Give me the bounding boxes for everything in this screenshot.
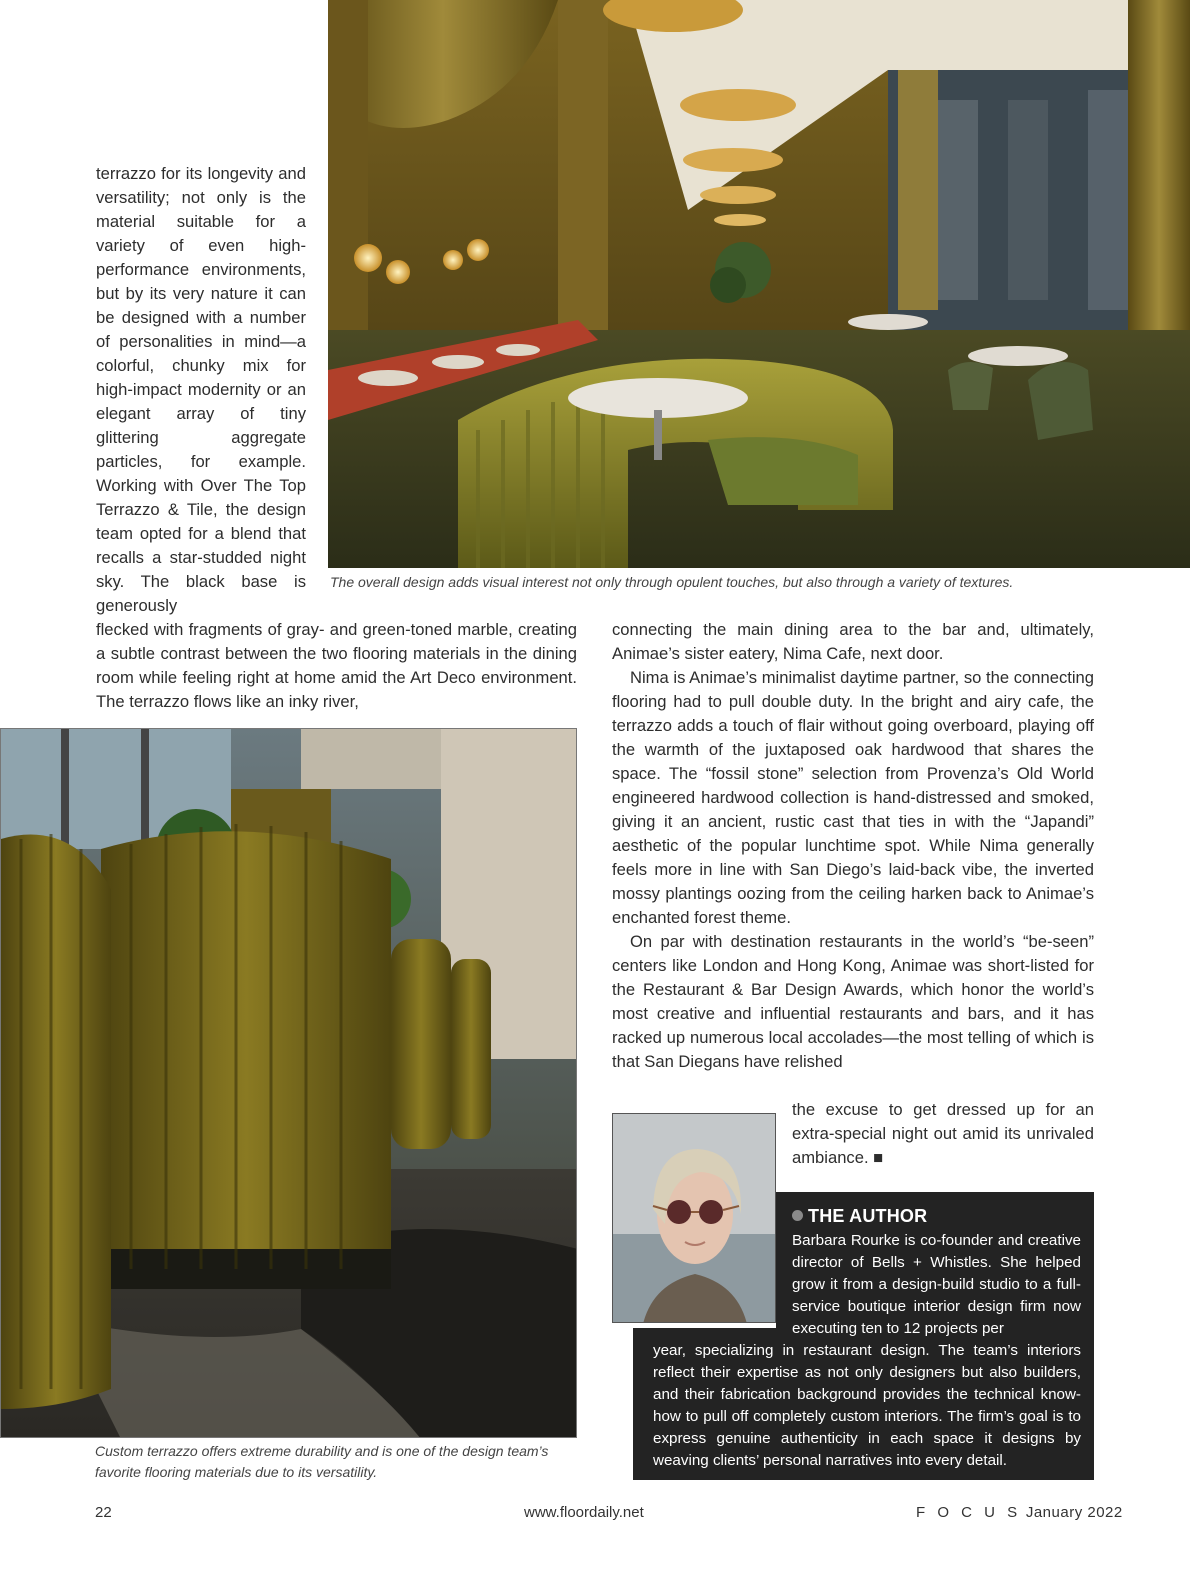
article-column-wide	[96, 618, 577, 714]
article-paragraph: connecting the main dining area to the bar and, ultimately, Animae’s sister eatery, Nima Cafe, next door.	[612, 620, 1094, 663]
website-url: www.floordaily.net	[524, 1504, 644, 1521]
page-number: 22	[95, 1504, 112, 1521]
article-paragraph: flecked with fragments of gray- and green-toned marble, creating a subtle contrast between the two flooring materials in the dining room while feeling right at home amid the Art Deco environment. The terrazzo flows like an inky river,	[96, 620, 577, 711]
article-paragraph: the excuse to get dressed up for an extra-special night out amid its unrivaled ambiance. ■	[792, 1100, 1094, 1167]
author-heading	[792, 1206, 927, 1227]
bottom-photo-caption: Custom terrazzo offers extreme durability and is one of the design team’s favorite flooring materials due to its versatility.	[95, 1443, 549, 1480]
bullet-icon	[792, 1210, 803, 1221]
author-bio-text-continued: year, specializing in restaurant design. The team’s interiors reflect their expertise as not only designers but also builders, and their fabrication background provides the technical know-how to pull off completely custom interiors. The firm’s goal is to express genuine authenticity in each space it designs by weaving clients’ personal narratives into every detail.	[653, 1342, 1081, 1469]
article-paragraph: Nima is Animae’s minimalist daytime partner, so the connecting flooring had to pull double duty. In the bright and airy cafe, the terrazzo adds a touch of flair without going overboard, playing off the warmth of the juxtaposed oak hardwood that shares the space. The “fossil stone” selection from Provenza’s Old World engineered hardwood collection is hand-distressed and smoked, giving it an ancient, rustic cast that ties in with the “Japandi” aesthetic of the popular lunchtime spot. While Nima generally feels more in line with San Diego’s laid-back vibe, the inverted mossy plantings oozing from the ceiling harken back to Animae’s enchanted forest theme.	[612, 668, 1094, 927]
magazine-issue	[916, 1504, 1123, 1521]
top-photo-caption: The overall design adds visual interest not only through opulent touches, but also through a variety of textures.	[330, 574, 1014, 590]
restaurant-dining-room-photo	[328, 0, 1190, 568]
article-column-right	[612, 618, 1094, 1074]
author-heading-label: THE AUTHOR	[808, 1206, 928, 1226]
issue-date: January 2022	[1025, 1504, 1123, 1521]
terrazzo-booth-photo	[0, 728, 577, 1438]
article-column-right-tail	[792, 1098, 1094, 1170]
article-paragraph: On par with destination restaurants in the world’s “be-seen” centers like London and Hong Kong, Animae was short-listed for the Restaurant & Bar Design Awards, which honor the world’s most creative and influential restaurants and bars, and it has racked up numerous local accolades—the most telling of which is that San Diegans have relished	[612, 932, 1094, 1071]
article-column-narrow	[96, 162, 306, 618]
author-portrait	[612, 1113, 776, 1323]
magazine-name: F O C U S	[916, 1504, 1022, 1521]
article-paragraph: terrazzo for its longevity and versatility; not only is the material suitable for a variety of even high-performance environments, but by its very nature it can be designed with a number of personalities in mind—a colorful, chunky mix for high-impact modernity or an elegant array of tiny glittering aggregate particles, for example. Working with Over The Top Terrazzo & Tile, the design team opted for a blend that recalls a star-studded night sky. The black base is generously	[96, 164, 306, 615]
author-bio-text: Barbara Rourke is co-founder and creative director of Bells + Whistles. She helped grow it from a design-build studio to a full-service boutique interior design firm now executing ten to 12 projects per	[792, 1232, 1081, 1337]
